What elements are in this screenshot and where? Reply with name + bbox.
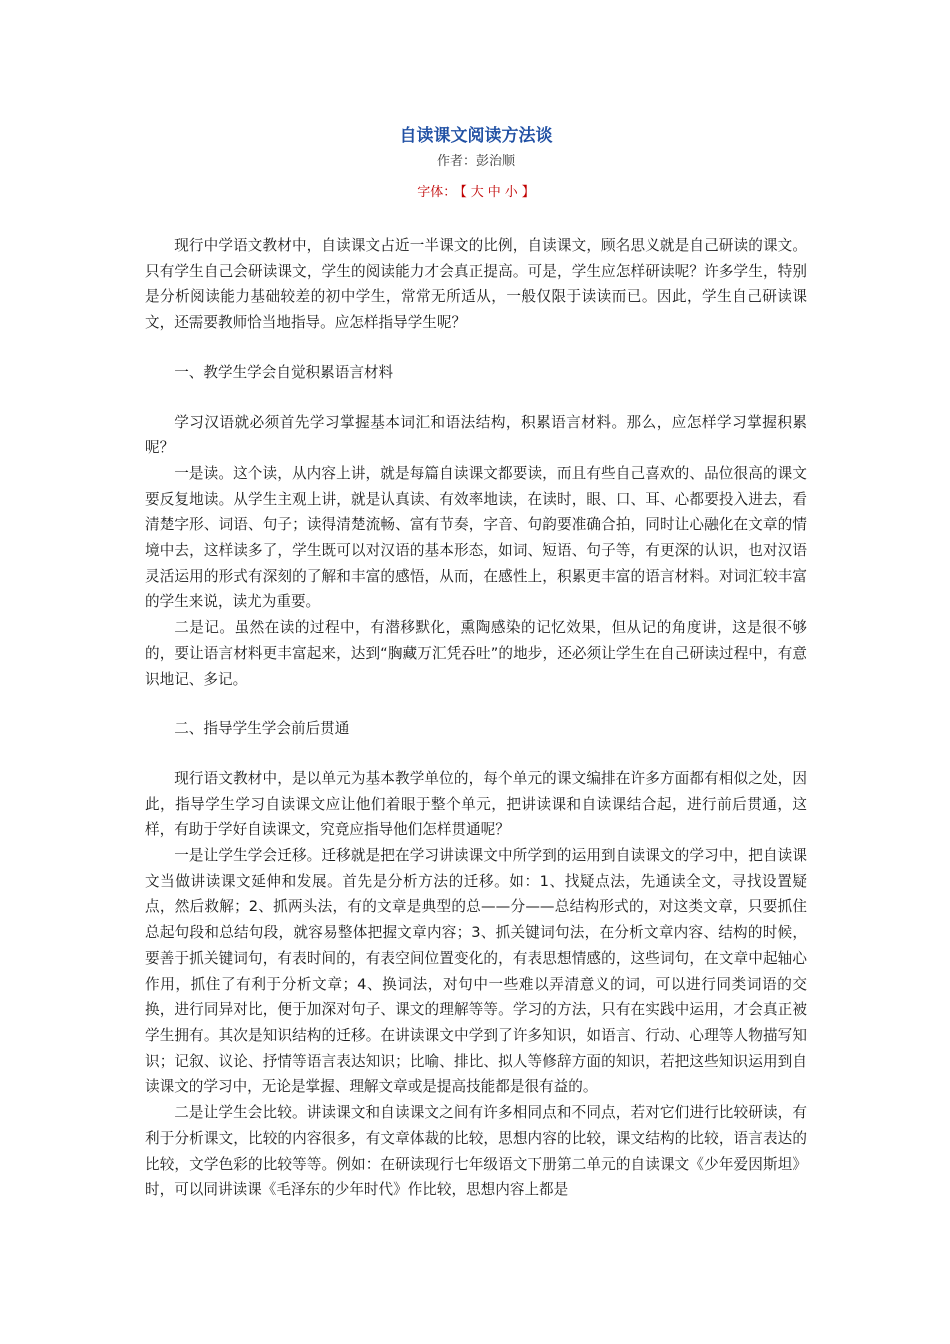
article-author: 作者：彭治顺 — [436, 154, 515, 169]
paragraph: 一是读。这个读，从内容上讲，就是每篇自读课文都要读，而且有些自己喜欢的、品位很高的课文要反复地读。从学生主观上讲，就是认真读、有效率地读，在读时，眼、口、耳、心都要投入进去，看清楚字形、词语、句子；读得清楚流畅、富有节奏，字音、句韵要准确合拍，同时让心融化在文章的情境中去，这样读多了，学生既可以对汉语的基本形态，如词、短语、句子等，有更深的认识，也对汉语灵活运用的形式有深刻的了解和丰富的感悟，从而，在感性上，积累更丰富的语言材料。对词汇较丰富的学生来说，读尤为重要。 — [145, 464, 807, 611]
section-heading-1: 一、教学生学会自觉积累语言材料 — [174, 363, 394, 381]
font-small-link[interactable]: 小 — [504, 185, 518, 200]
font-bracket-open: 【 — [460, 185, 467, 200]
font-bracket-close: 】 — [521, 185, 535, 200]
paragraph: 学习汉语就必须首先学习掌握基本词汇和语法结构，积累语言材料。那么，应怎样学习掌握积累呢？ — [145, 413, 807, 457]
article-body — [145, 233, 807, 1203]
font-size-selector — [145, 183, 807, 203]
intro-paragraph: 现行中学语文教材中，自读课文占近一半课文的比例，自读课文，顾名思义就是自己研读的课文。只有学生自己会研读课文，学生的阅读能力才会真正提高。可是，学生应怎样研读呢？许多学生，特别是分析阅读能力基础较差的初中学生，常常无所适从，一般仅限于读读而已。因此，学生自己研读课文，还需要教师恰当地指导。应怎样指导学生呢？ — [145, 237, 807, 332]
paragraph: 二是让学生会比较。讲读课文和自读课文之间有许多相同点和不同点，若对它们进行比较研读，有利于分析课文，比较的内容很多，有文章体裁的比较，思想内容的比较，课文结构的比较，语言表达的比较，文学色彩的比较等等。例如：在研读现行七年级语文下册第二单元的自读课文《少年爱因斯坦》时，可以同讲读课《毛泽东的少年时代》作比较，思想内容上都是 — [145, 1104, 807, 1199]
paragraph: 一是让学生学会迁移。迁移就是把在学习讲读课文中所学到的运用到自读课文的学习中，把自读课文当做讲读课文延伸和发展。首先是分析方法的迁移。如：1、找疑点法，先通读全文，寻找设置疑点，然后救解；2、抓两头法，有的文章是典型的总——分——总结构形式的，对这类文章，只要抓住总起句段和总结句段，就容易整体把握文章内容；3、抓关键词句法，在分析文章内容、结构的时候，要善于抓关键词句，有表时间的，有表空间位置变化的，有表思想情感的，这些词句，在文章中起轴心作用，抓住了有利于分析文章；4、换词法，对句中一些难以弄清意义的词，可以进行同类词语的交换，进行同异对比，便于加深对句子、课文的理解等等。学习的方法，只有在实践中运用，才会真正被学生拥有。其次是知识结构的迁移。在讲读课文中学到了许多知识，如语言、行动、心理等人物描写知识；记叙、议论、抒情等语言表达知识；比喻、排比、拟人等修辞方面的知识，若把这些知识运用到自读课文的学习中，无论是掌握、理解文章或是提高技能都是很有益的。 — [145, 847, 807, 1096]
paragraph: 现行语文教材中，是以单元为基本教学单位的，每个单元的课文编排在许多方面都有相似之处，因此，指导学生学习自读课文应让他们着眼于整个单元，把讲读课和自读课结合起，进行前后贯通，这样，有助于学好自读课文，究竟应指导他们怎样贯通呢？ — [145, 769, 807, 839]
font-medium-link[interactable]: 中 — [487, 185, 501, 200]
article — [145, 124, 807, 1203]
font-size-label: 字体： — [417, 185, 457, 200]
article-title: 自读课文阅读方法谈 — [399, 126, 553, 146]
paragraph: 二是记。虽然在读的过程中，有潜移默化，熏陶感染的记忆效果，但从记的角度讲，这是很不够的，要让语言材料更丰富起来，达到“胸藏万汇凭吞吐”的地步，还必须让学生在自己研读过程中，有意识地记、多记。 — [145, 619, 807, 688]
font-large-link[interactable]: 大 — [470, 185, 484, 200]
section-heading-2: 二、指导学生学会前后贯通 — [174, 720, 350, 738]
